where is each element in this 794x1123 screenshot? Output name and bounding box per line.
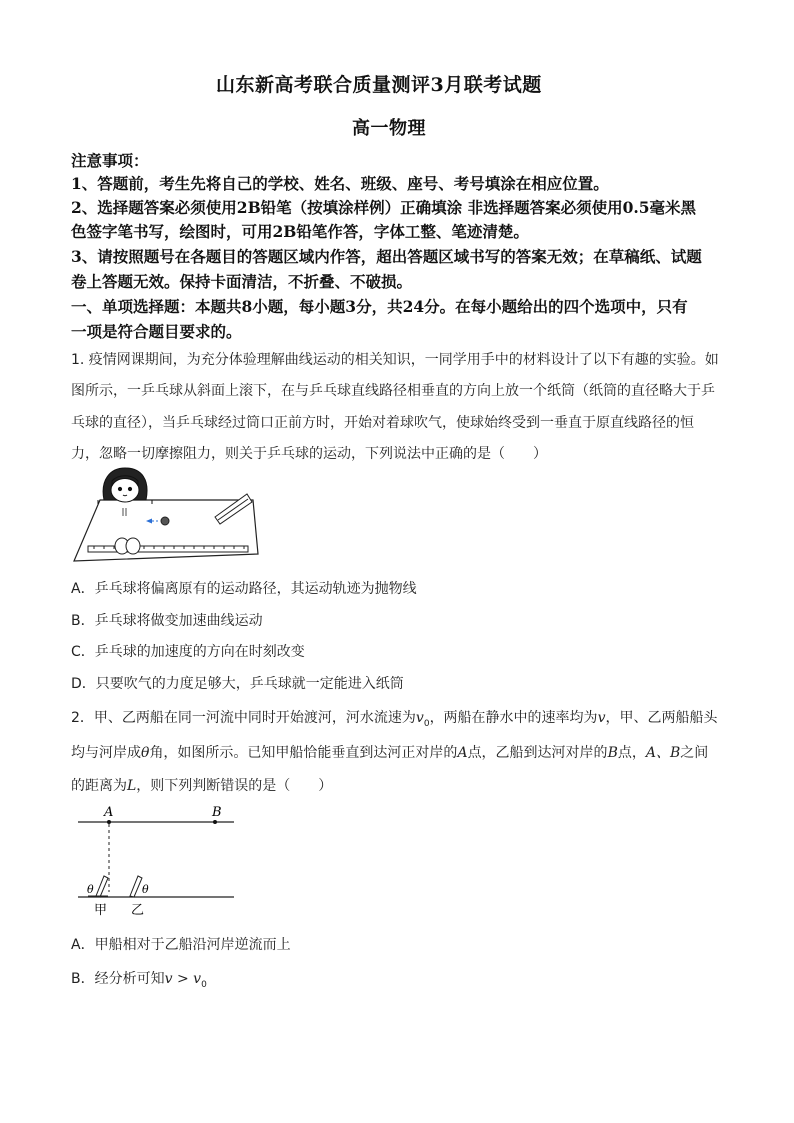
notice-heading: 注意事项： (71, 151, 149, 170)
q1-option-a: A．乒乓球将偏离原有的运动路径，其运动轨迹为抛物线 (71, 581, 417, 597)
incline (215, 494, 252, 524)
paper-tube (115, 538, 140, 554)
boat-yi (130, 876, 142, 897)
q2-option-b: B．经分析可知$v > v_0$ (71, 971, 207, 990)
q2-option-a: A．甲船相对于乙船沿河岸逆流而上 (71, 937, 291, 953)
exam-title: 山东新高考联合质量测评3月联考试题 (216, 74, 542, 96)
notice-item-3-line2: 卷上答题无效。保持卡面清洁，不折叠、不破损。 (71, 272, 413, 291)
ping-pong-ball (161, 517, 169, 525)
point-a-dot (107, 820, 111, 824)
section-1-heading-line1: 一、单项选择题：本题共8小题，每小题3分，共24分。在每小题给出的四个选项中，只有 (71, 297, 688, 316)
notice-item-3-line1: 3、请按照题号在各题目的答题区域内作答，超出答题区域书写的答案无效；在草稿纸、试题 (71, 247, 702, 266)
section-1-heading-line2: 一项是符合题目要求的。 (71, 322, 242, 341)
label-b: B (212, 805, 222, 820)
q1-text-line2: 图所示，一乒乓球从斜面上滚下，在与乒乓球直线路径相垂直的方向上放一个纸筒（纸筒的直径略大于乒 (71, 383, 715, 399)
q1-option-c: C．乒乓球的加速度的方向在时刻改变 (71, 644, 305, 660)
q1-option-b: B．乒乓球将做变加速曲线运动 (71, 613, 263, 629)
q1-text-line3: 乓球的直径），当乒乓球经过筒口正前方时，开始对着球吹气，使球始终受到一垂直于原直线路径的恒 (71, 415, 694, 431)
label-jia: 甲 (94, 903, 108, 918)
q2-text-line2: 均与河岸成θ角，如图所示。已知甲船恰能垂直到达河正对岸的A点，乙船到达河对岸的B点，A、B之间 (71, 745, 709, 761)
notice-item-2-line1: 2、选择题答案必须使用2B铅笔（按填涂样例）正确填涂 非选择题答案必须使用0.5毫米黑 (71, 198, 697, 217)
student-figure (98, 468, 152, 504)
theta-yi: θ (142, 883, 149, 896)
q1-text-line1: 1. 疫情网课期间，为充分体验理解曲线运动的相关知识，一同学用手中的材料设计了以下有趣的实验。如 (71, 352, 719, 368)
notice-item-1: 1、答题前，考生先将自己的学校、姓名、班级、座号、考号填涂在相应位置。 (71, 174, 609, 193)
motion-arrow (146, 519, 158, 524)
theta-jia: θ (87, 883, 94, 896)
label-yi: 乙 (131, 903, 145, 918)
q2-text-line1: 2．甲、乙两船在同一河流中同时开始渡河，河水流速为$v_0$，两船在静水中的速率均为v，甲、乙两船船头 (71, 710, 718, 729)
q1-option-d: D．只要吹气的力度足够大，乒乓球就一定能进入纸筒 (71, 676, 404, 692)
exam-subject: 高一物理 (352, 118, 426, 139)
q1-text-line4: 力，忽略一切摩擦阻力，则关于乒乓球的运动，下列说法中正确的是（ ） (71, 446, 547, 462)
q2-figure (72, 800, 242, 920)
ruler (88, 546, 248, 552)
label-a: A (104, 805, 114, 820)
notice-item-2-line2: 色签字笔书写，绘图时，可用2B铅笔作答，字体工整、笔迹清楚。 (71, 222, 529, 241)
air-marks (123, 508, 126, 516)
q1-figure (70, 464, 265, 569)
point-b-dot (213, 820, 217, 824)
q2-text-line3: 的距离为L，则下列判断错误的是（ ） (71, 778, 333, 794)
